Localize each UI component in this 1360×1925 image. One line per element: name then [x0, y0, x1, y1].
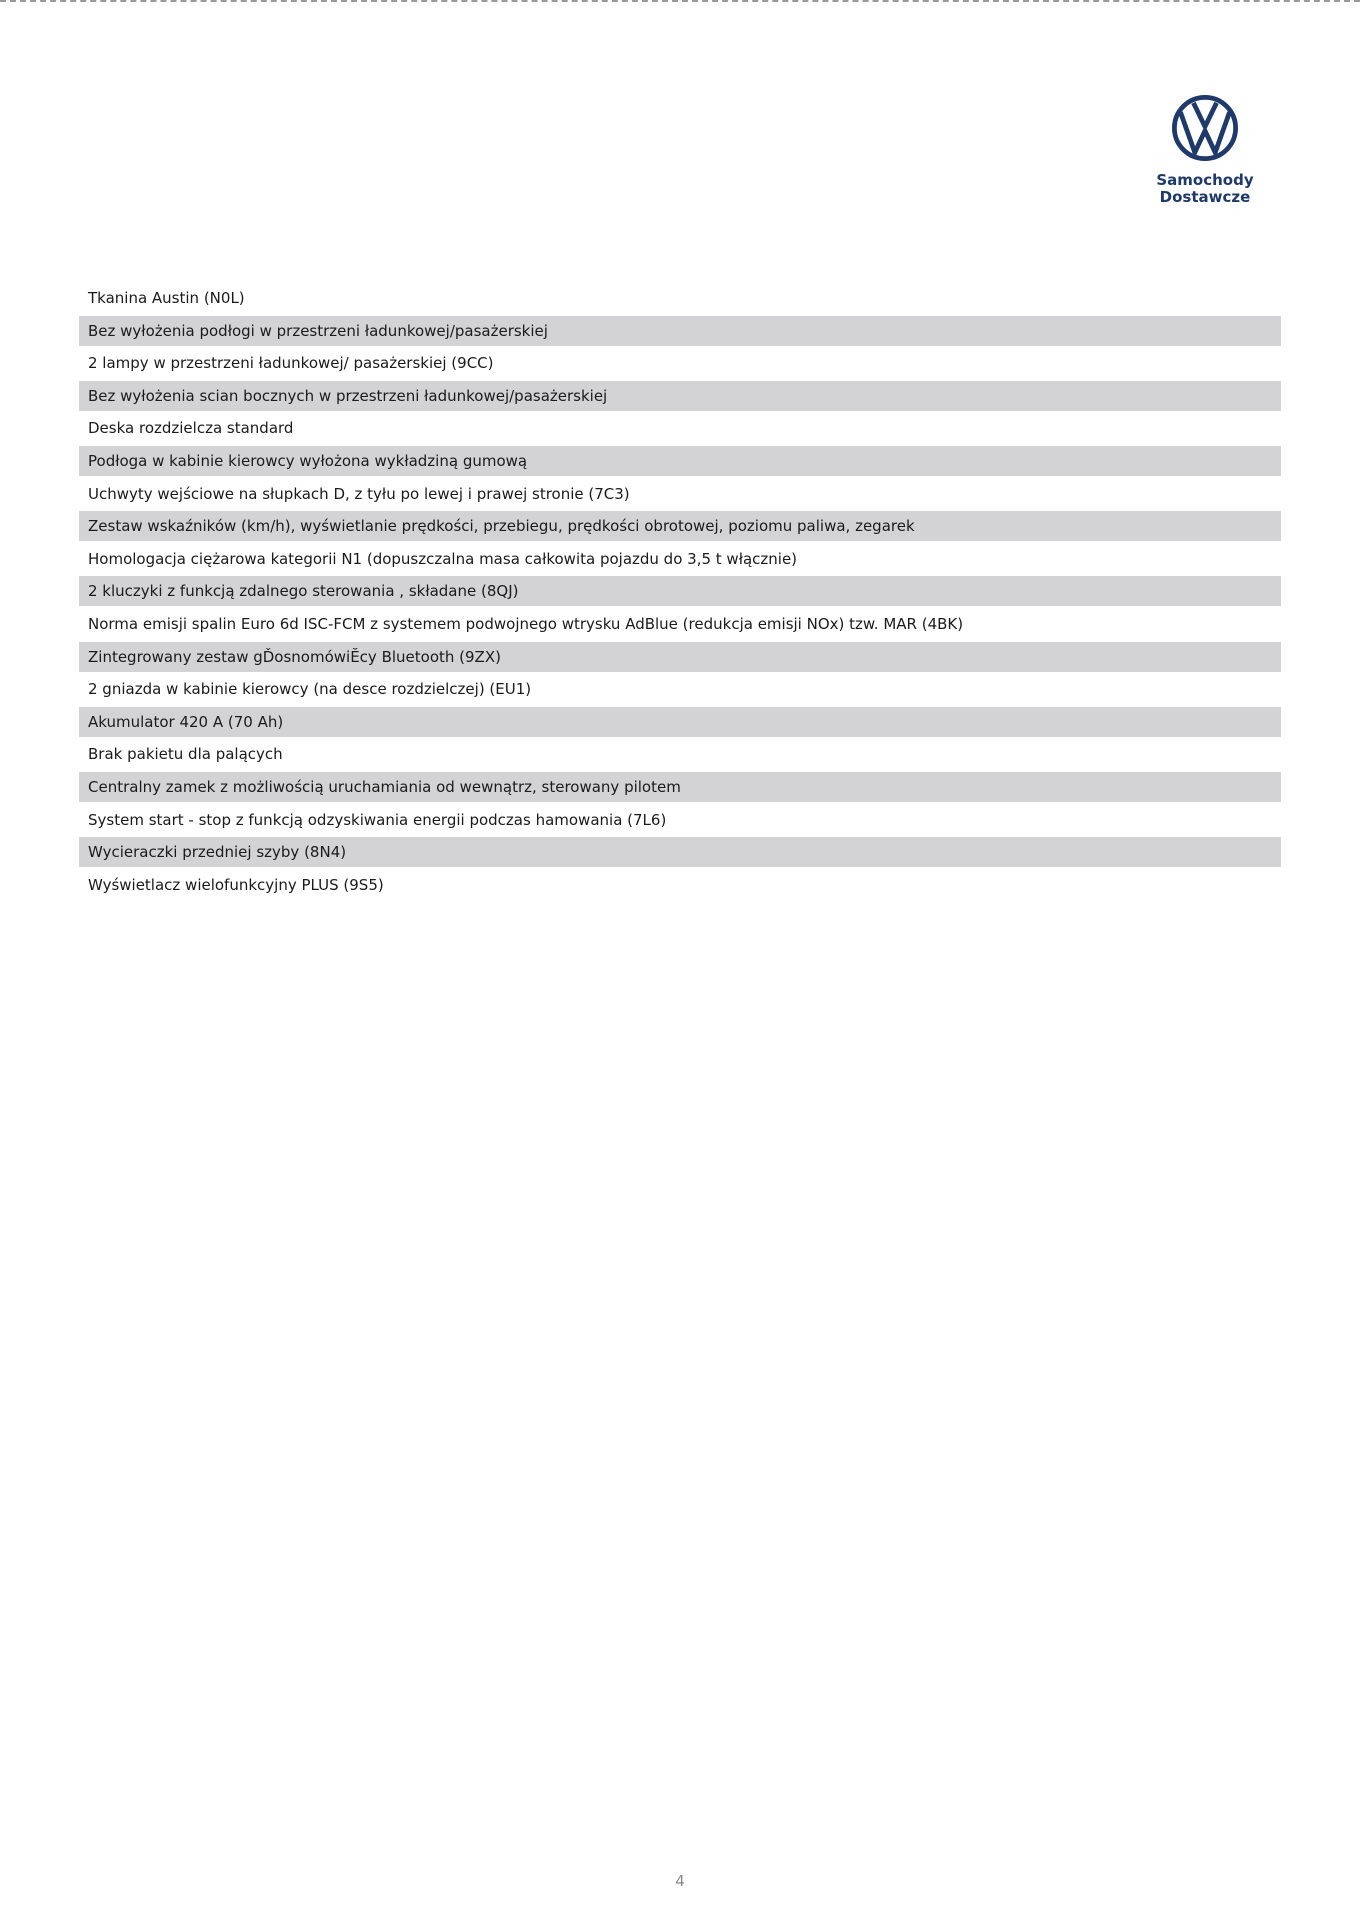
list-item: Bez wyłożenia scian bocznych w przestrzeni ładunkowej/pasażerskiej — [79, 381, 1281, 411]
list-item: Zestaw wskaźników (km/h), wyświetlanie prędkości, przebiegu, prędkości obrotowej, poziomu paliwa, zegarek — [79, 511, 1281, 541]
list-item: Tkanina Austin (N0L) — [88, 289, 245, 307]
vw-logo-icon — [1171, 94, 1239, 162]
list-item: Deska rozdzielcza standard — [88, 419, 294, 438]
list-item: Zintegrowany zestaw gĎosnomówiĔcy Bluetooth (9ZX) — [79, 642, 1281, 672]
list-item: Uchwyty wejściowe na słupkach D, z tyłu po lewej i prawej stronie (7C3) — [88, 484, 630, 503]
page-number: 4 — [675, 1872, 685, 1890]
brand-name-line1: Samochody — [1156, 171, 1254, 189]
brand-logo — [1150, 94, 1260, 206]
list-item: Wycieraczki przedniej szyby (8N4) — [79, 837, 1281, 867]
list-item: Norma emisji spalin Euro 6d ISC-FCM z systemem podwojnego wtrysku AdBlue (redukcja emisji NOx) tzw. MAR (4BK) — [88, 614, 964, 633]
list-item: Bez wyłożenia podłogi w przestrzeni ładunkowej/pasażerskiej — [79, 316, 1281, 346]
list-item: Brak pakietu dla palących — [88, 745, 283, 764]
list-item: Wyświetlacz wielofunkcyjny PLUS (9S5) — [88, 875, 384, 894]
page-top-border — [0, 0, 1360, 2]
list-item: 2 kluczyki z funkcją zdalnego sterowania , składane (8QJ) — [79, 576, 1281, 606]
list-item: 2 lampy w przestrzeni ładunkowej/ pasażerskiej (9CC) — [88, 354, 494, 373]
brand-name-line2: Dostawcze — [1159, 188, 1251, 206]
list-item: 2 gniazda w kabinie kierowcy (na desce rozdzielczej) (EU1) — [88, 680, 532, 699]
equipment-list — [79, 283, 1281, 902]
list-item: Podłoga w kabinie kierowcy wyłożona wykładziną gumową — [79, 446, 1281, 476]
list-item: Homologacja ciężarowa kategorii N1 (dopuszczalna masa całkowita pojazdu do 3,5 t włącznie) — [88, 549, 798, 568]
brand-name — [1150, 172, 1260, 206]
list-item: System start - stop z funkcją odzyskiwania energii podczas hamowania (7L6) — [88, 810, 667, 829]
list-item: Akumulator 420 A (70 Ah) — [79, 707, 1281, 737]
list-item: Centralny zamek z możliwością uruchamiania od wewnątrz, sterowany pilotem — [79, 772, 1281, 802]
